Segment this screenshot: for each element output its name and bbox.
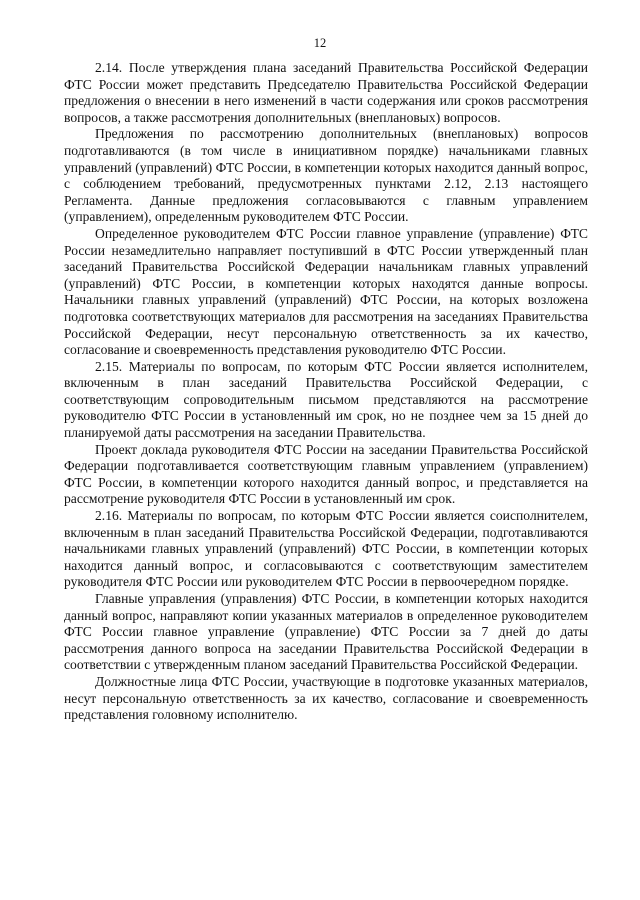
paragraph-proposals: Предложения по рассмотрению дополнительных (внеплановых) вопросов подготавливаются (в том числе в инициативном порядке) начальниками главных управлений (управлений) ФТС России, в компетенции которых находится данный вопрос, с соблюдением требований, предусмотренных пунктами 2.12, 2.13 настоящего Регламента. Данные предложения согласовываются с главным управлением (управлением), определенным руководителем ФТС России. [64,126,588,225]
paragraph-main-directorate: Определенное руководителем ФТС России главное управление (управление) ФТС России незамедлительно направляет поступивший в ФТС России утвержденный план заседаний Правительства Российской Федерации начальникам главных управлений (управлений) ФТС России, в компетенции которых находятся данные вопросы. Начальники главных управлений (управлений) ФТС России, на которых возложена подготовка соответствующих материалов для рассмотрения на заседаниях Правительства Российской Федерации, несут персональную ответственность за их качество, согласование и своевременность представления руководителю ФТС России. [64,225,588,358]
paragraph-officials: Должностные лица ФТС России, участвующие в подготовке указанных материалов, несут персональную ответственность за их качество, согласование и своевременность представления головному исполнителю. [64,673,588,723]
paragraph-report-draft: Проект доклада руководителя ФТС России на заседании Правительства Российской Федерации подготавливается соответствующим главным управлением (управлением) ФТС России, в компетенции которого находится данный вопрос, и представляется на рассмотрение руководителя ФТС России в установленный им срок. [64,441,588,507]
paragraph-2-15: 2.15. Материалы по вопросам, по которым ФТС России является исполнителем, включенным в план заседаний Правительства Российской Федерации, с соответствующим сопроводительным письмом представляются на рассмотрение руководителю ФТС России в установленный им срок, но не позднее чем за 15 дней до планируемой даты рассмотрения на заседании Правительства. [64,358,588,441]
paragraph-2-16: 2.16. Материалы по вопросам, по которым ФТС России является соисполнителем, включенным в план заседаний Правительства Российской Федерации, подготавливаются начальниками главных управлений (управлений) ФТС России, в компетенции которых находится данный вопрос, и согласовываются с соответствующим заместителем руководителя ФТС России или руководителем ФТС России в первоочередном порядке. [64,508,588,590]
document-body [64,60,588,724]
page-number: 12 [313,36,327,50]
paragraph-copies: Главные управления (управления) ФТС России, в компетенции которых находится данный вопрос, направляют копии указанных материалов в определенное руководителем ФТС России главное управление (управление) ФТС России за 7 дней до даты рассмотрения данного вопроса на заседании Правительства Российской Федерации в соответствии с утвержденным планом заседаний Правительства Российской Федерации. [64,591,588,673]
paragraph-2-14: 2.14. После утверждения плана заседаний Правительства Российской Федерации ФТС России может представить Председателю Правительства Российской Федерации предложения о внесении в него изменений в части содержания или сроков рассмотрения вопросов, а также рассмотрения дополнительных (внеплановых) вопросов. [64,60,588,125]
